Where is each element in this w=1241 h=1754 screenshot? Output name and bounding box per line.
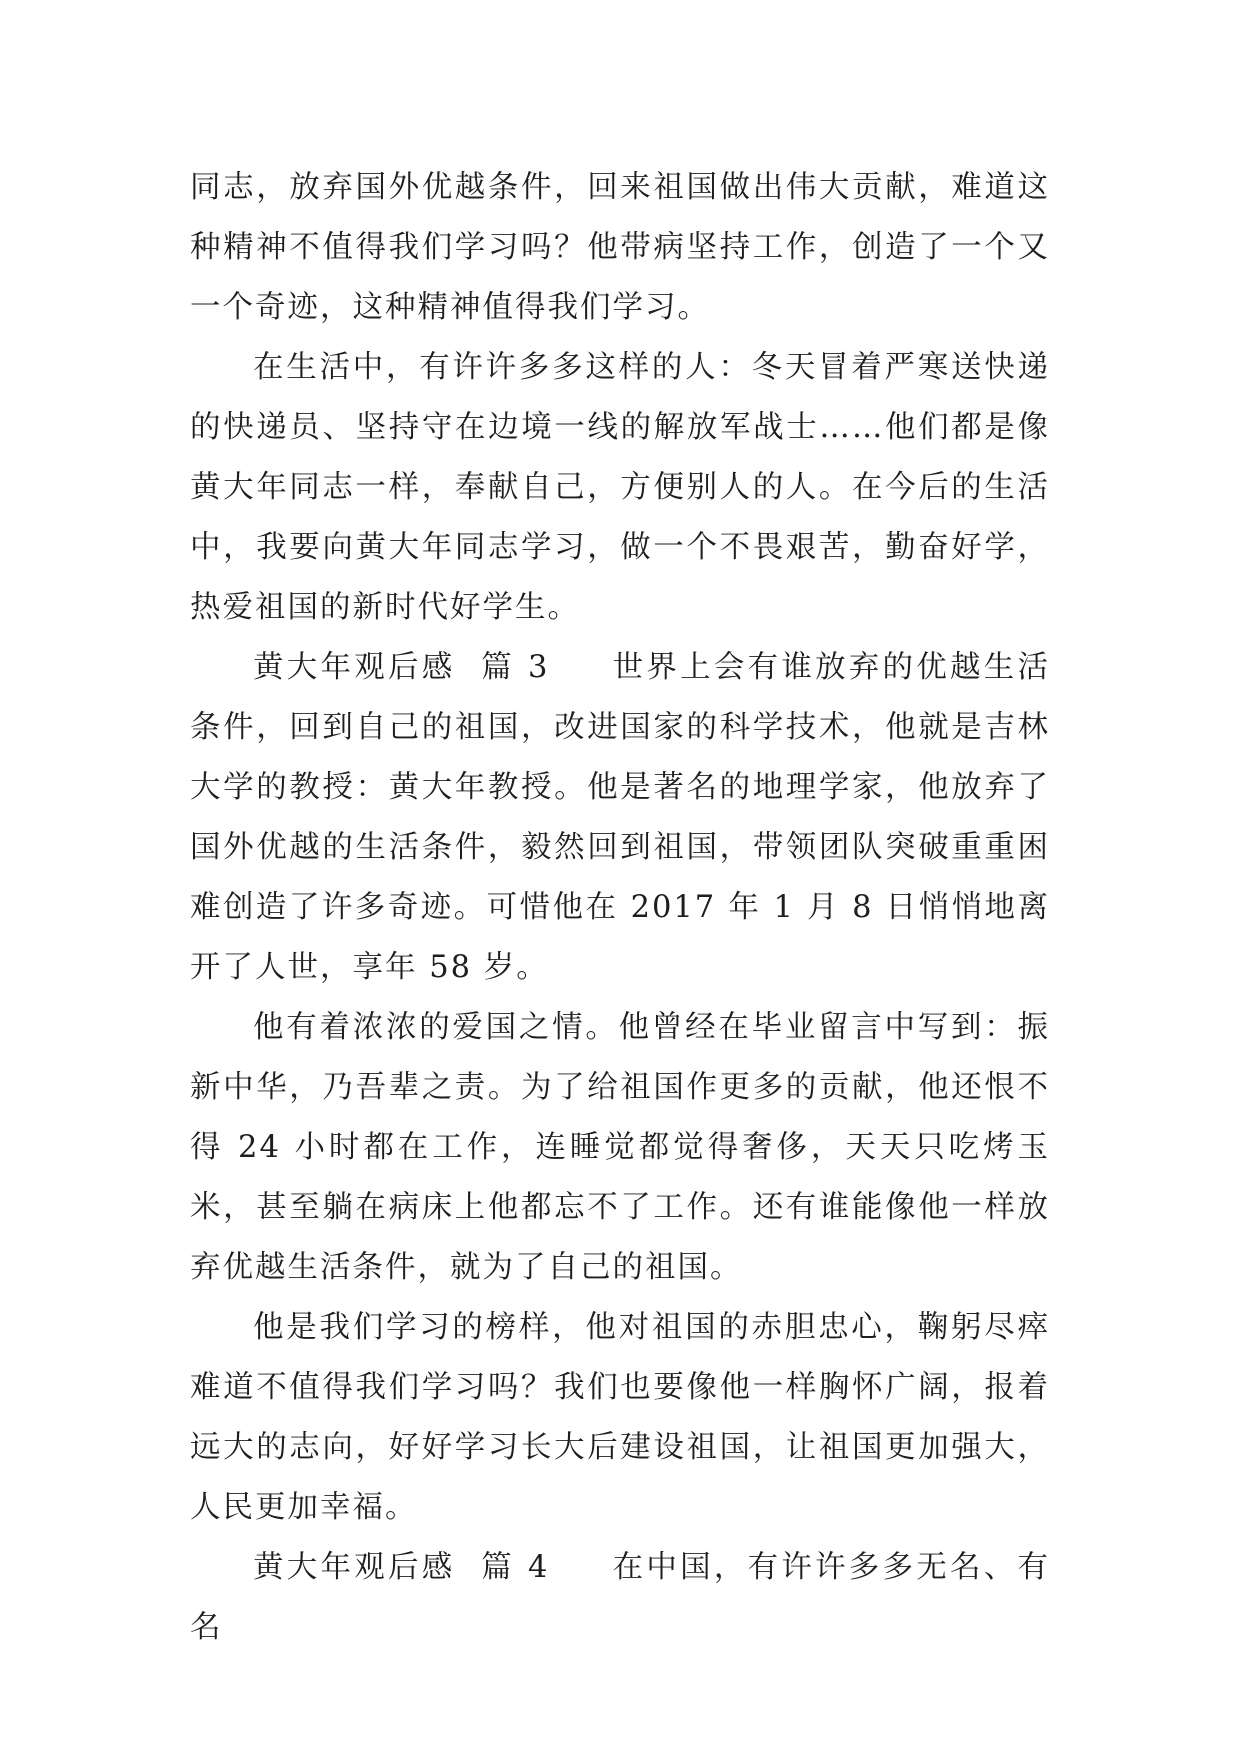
paragraph <box>190 1298 1050 1538</box>
paragraph <box>190 1538 1050 1658</box>
paragraph-text: 他有着浓浓的爱国之情。他曾经在毕业留言中写到：振新中华，乃吾辈之责。为了给祖国作更多的贡献，他还恨不得 24 小时都在工作，连睡觉都觉得奢侈，天天只吃烤玉米，甚至躺在病床上他都忘不了工作。还有谁能像他一样放弃优越生活条件，就为了自己的祖国。 <box>190 1010 1050 1285</box>
paragraph-text: 在中国，有许许多多无名、有名 <box>190 1550 1050 1645</box>
paragraph <box>190 338 1050 638</box>
paragraph <box>190 638 1050 998</box>
paragraph-text: 同志，放弃国外优越条件，回来祖国做出伟大贡献，难道这种精神不值得我们学习吗？他带病坚持工作，创造了一个又一个奇迹，这种精神值得我们学习。 <box>190 170 1050 325</box>
paragraph-text: 在生活中，有许许多多这样的人：冬天冒着严寒送快递的快递员、坚持守在边境一线的解放军战士……他们都是像黄大年同志一样，奉献自己，方便别人的人。在今后的生活中，我要向黄大年同志学习，做一个不畏艰苦，勤奋好学，热爱祖国的新时代好学生。 <box>190 350 1050 625</box>
section-heading: 黄大年观后感 篇 3 <box>253 650 550 685</box>
paragraph-text: 他是我们学习的榜样，他对祖国的赤胆忠心，鞠躬尽瘁难道不值得我们学习吗？我们也要像他一样胸怀广阔，报着远大的志向，好好学习长大后建设祖国，让祖国更加强大，人民更加幸福。 <box>190 1310 1050 1525</box>
section-heading: 黄大年观后感 篇 4 <box>253 1550 550 1585</box>
paragraph <box>190 998 1050 1298</box>
paragraph-text: 世界上会有谁放弃的优越生活条件，回到自己的祖国，改进国家的科学技术，他就是吉林大学的教授：黄大年教授。他是著名的地理学家，他放弃了国外优越的生活条件，毅然回到祖国，带领团队突破重重困难创造了许多奇迹。可惜他在 2017 年 1 月 8 日悄悄地离开了人世，享年 58 岁。 <box>190 650 1050 985</box>
paragraph <box>190 158 1050 338</box>
document-body <box>190 158 1050 1658</box>
